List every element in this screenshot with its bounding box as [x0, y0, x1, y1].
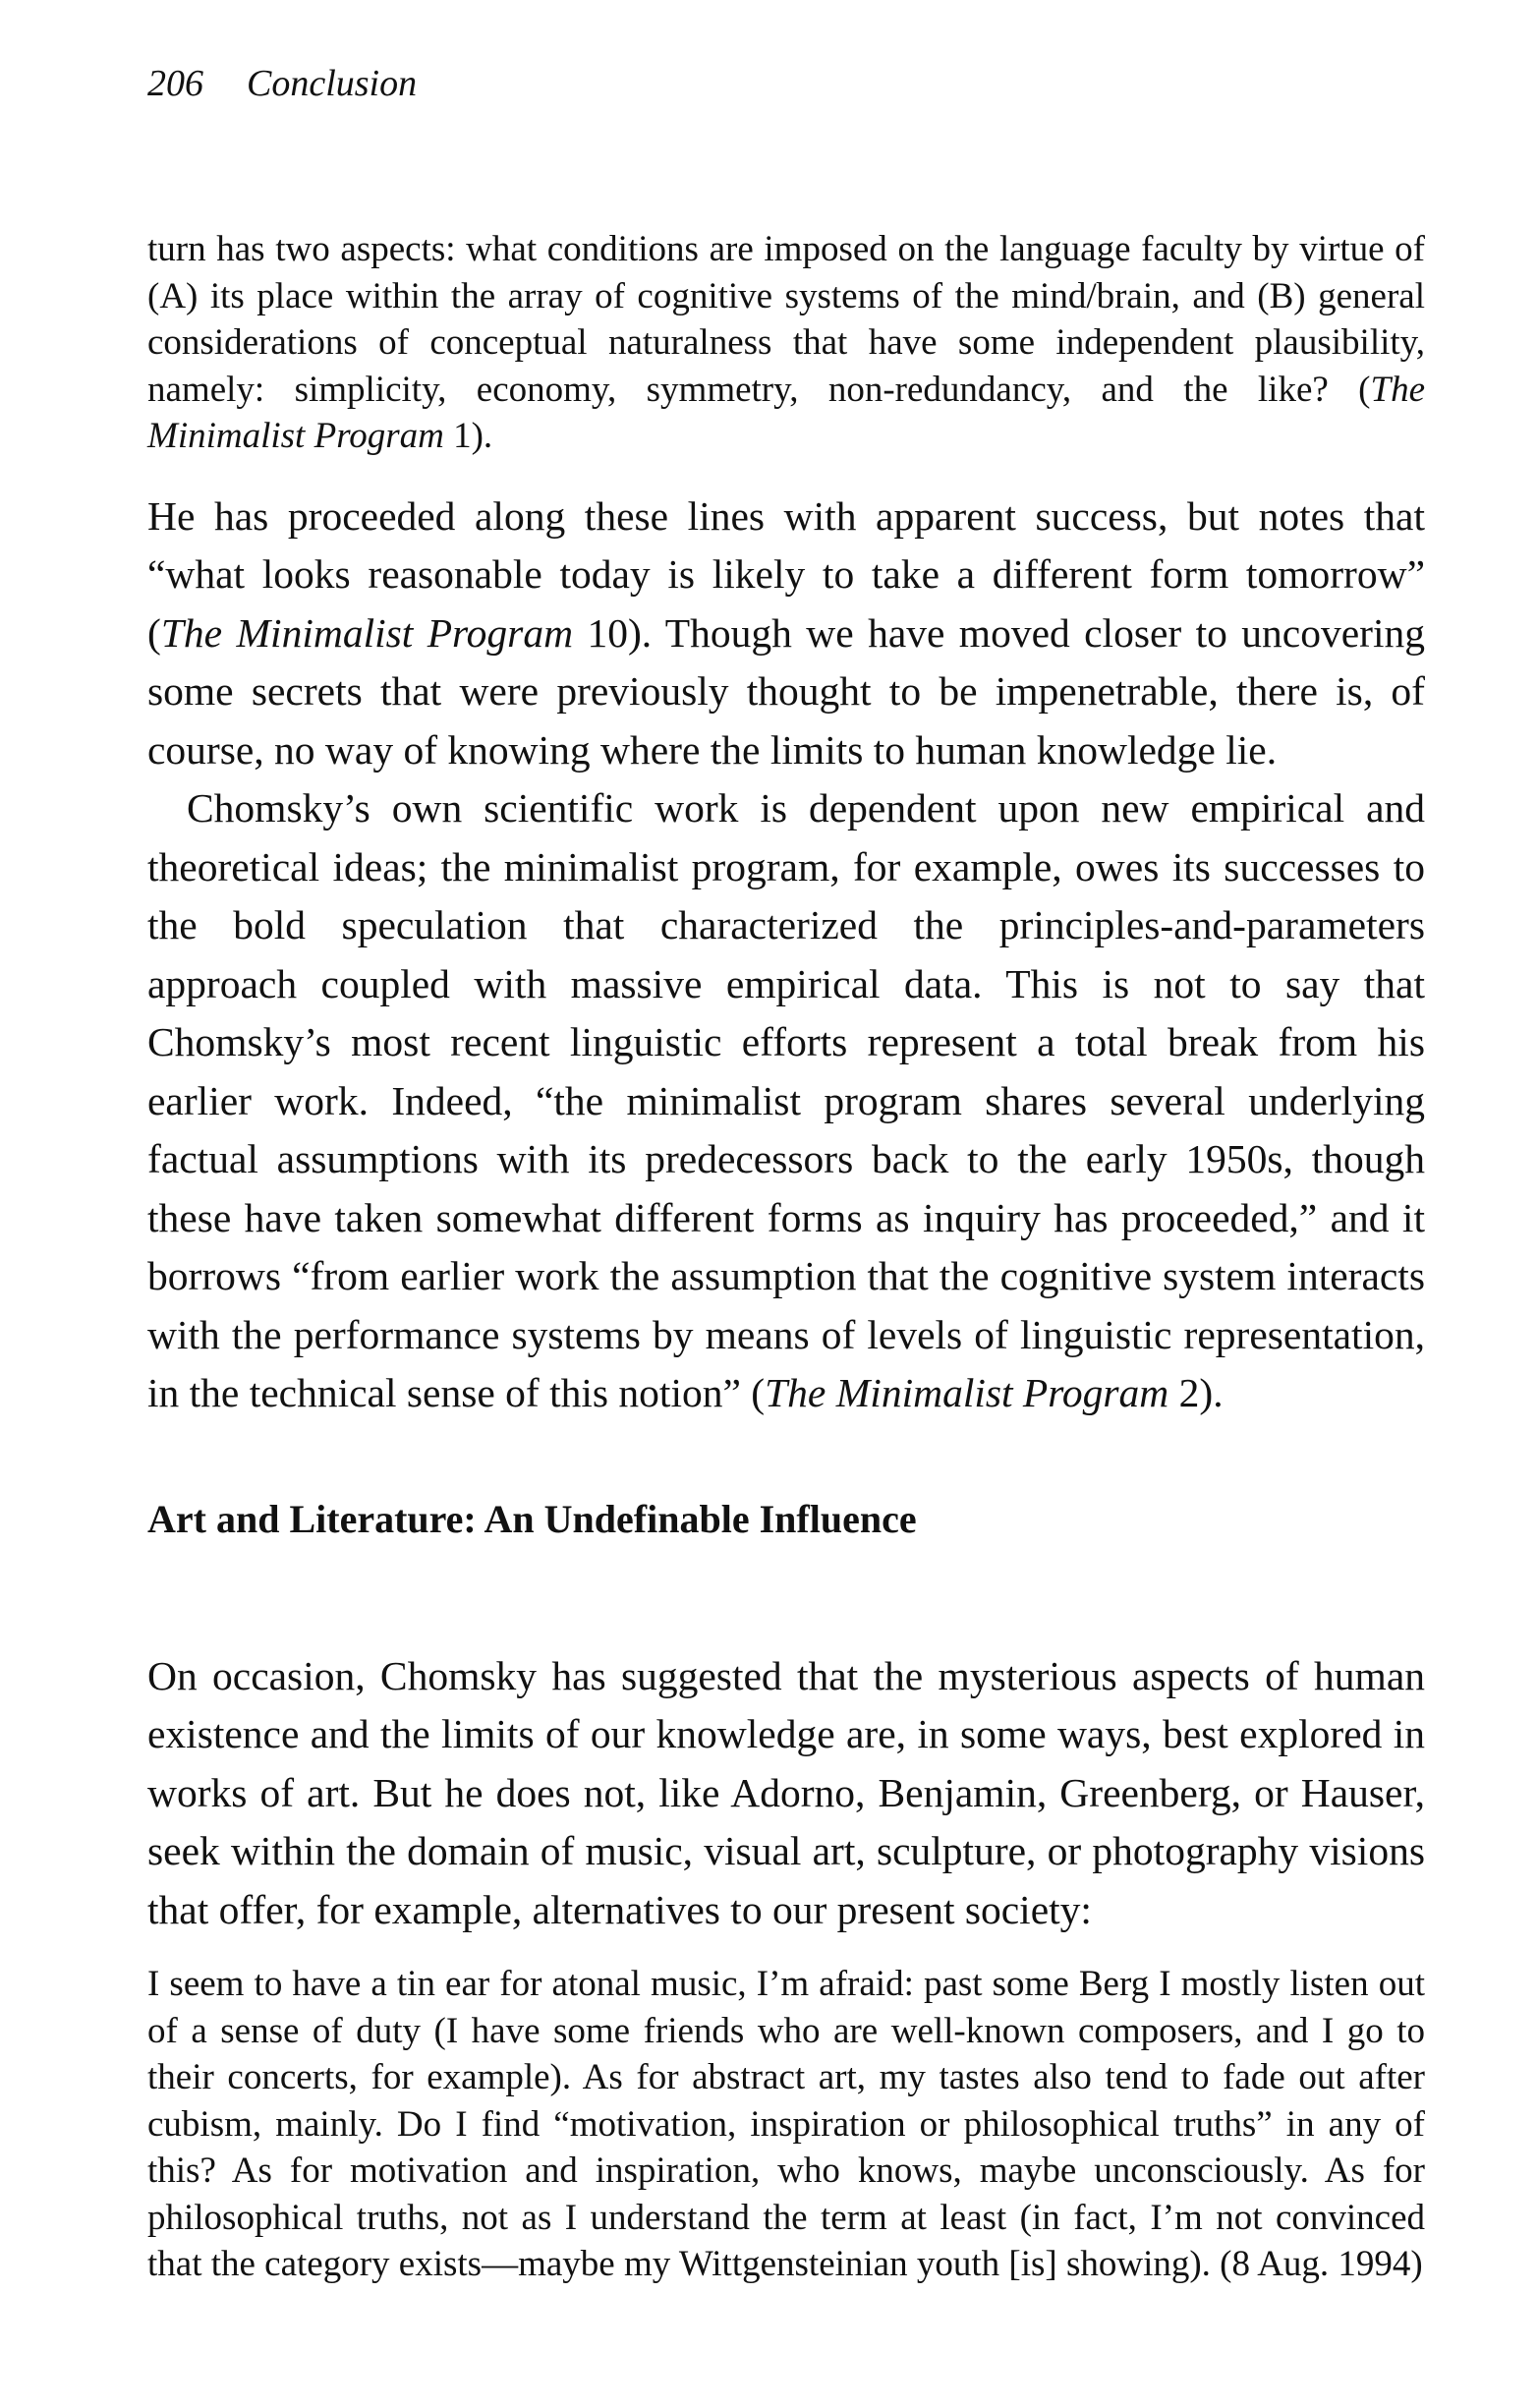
paragraph-text: He has proceeded along these lines with apparent success, but notes that “what looks reasonable today is likely to take a different form tomorrow” ( — [147, 492, 1425, 656]
paragraph-text: 2). — [1168, 1370, 1224, 1415]
citation-title: The Minimalist Program — [147, 369, 1425, 456]
block-quote-minimalist — [147, 226, 1425, 460]
quote-text: turn has two aspects: what conditions are imposed on the language faculty by virtue of (A) its place within the array of cognitive systems of the mind/brain, and (B) general considerations of conceptual naturalness that have some independent plausibility, namely: simplicity, economy, symmetry, non-redundancy, and the like? ( — [147, 229, 1425, 410]
paragraph-text: 10). Though we have moved closer to uncovering some secrets that were previously thought to be impenetrable, there is, of course, no way of knowing where the limits to human knowledge lie. — [147, 609, 1425, 773]
body-paragraph-1 — [147, 487, 1425, 780]
body-paragraph-3: On occasion, Chomsky has suggested that the mysterious aspects of human existence and the limits of our knowledge are, in some ways, best explored in works of art. But he does not, like Adorno, Benjamin, Greenberg, or Hauser, seek within the domain of music, visual art, sculpture, or photography visions that offer, for example, alternatives to our present society: — [147, 1652, 1425, 1932]
running-title: Conclusion — [247, 63, 418, 104]
citation-page: 1). — [443, 416, 493, 456]
body-paragraph-2 — [147, 779, 1425, 1423]
paragraph-text: Chomsky’s own scientific work is dependent upon new empirical and theoretical ideas; the minimalist program, for example, owes its successes to the bold speculation that characterized the principles-and-parameters approach coupled with massive empirical data. This is not to say that Chomsky’s most recent linguistic efforts represent a total break from his earlier work. Indeed, “the minimalist program shares several underlying factual assumptions with its predecessors back to the early 1950s, though these have taken somewhat different forms as inquiry has proceeded,” and it borrows “from earlier work the assumption that the cognitive system interacts with the performance systems by means of levels of linguistic representation, in the technical sense of this notion” ( — [147, 785, 1425, 1415]
running-head — [147, 49, 1425, 118]
book-page — [147, 49, 1425, 2288]
page-number: 206 — [147, 63, 203, 104]
citation-title: The Minimalist Program — [160, 609, 574, 656]
block-quote-letter: I seem to have a tin ear for atonal music, I’m afraid: past some Berg I mostly listen out of a sense of duty (I have some friends who are well-known composers, and I go to their concerts, for example). As for abstract art, my tastes also tend to fade out after cubism, mainly. Do I find “motivation, inspiration or philosophical truths” in any of this? As for motivation and inspiration, who knows, maybe unconsciously. As for philosophical truths, not as I understand the term at least (in fact, I’m not convinced that the category exists—maybe my Wittgensteinian youth [is] showing). (8 Aug. 1994) — [147, 1964, 1425, 2284]
citation-title: The Minimalist Program — [765, 1370, 1169, 1415]
section-heading: Art and Literature: An Undefinable Influence — [147, 1496, 917, 1541]
